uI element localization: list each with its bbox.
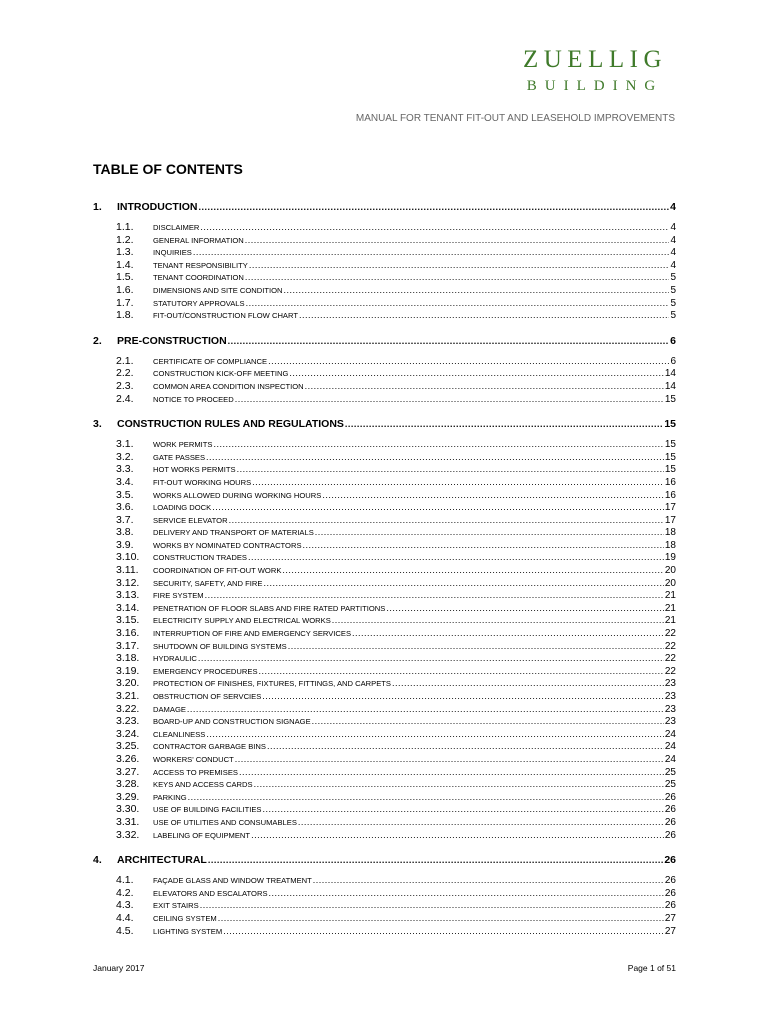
subsection-title: SERVICE ELEVATOR <box>153 515 228 525</box>
subsection-page: 4 <box>670 234 676 246</box>
subsection-title: BOARD-UP AND CONSTRUCTION SIGNAGE <box>153 717 311 727</box>
section-page: 15 <box>664 418 676 431</box>
subsection-number: 3.3. <box>116 463 134 476</box>
subsection-page: 22 <box>664 640 676 652</box>
subsection-number: 3.11. <box>116 564 139 577</box>
toc-subsection-entry[interactable] <box>93 309 676 322</box>
dot-leader <box>299 309 669 322</box>
subsection-title: USE OF UTILITIES AND CONSUMABLES <box>153 817 297 827</box>
section-title: PRE-CONSTRUCTION <box>117 334 227 347</box>
subsection-title: CEILING SYSTEM <box>153 913 217 923</box>
dot-leader <box>223 925 664 938</box>
subsection-title: FIT-OUT WORKING HOURS <box>153 477 252 487</box>
dot-leader <box>193 246 670 259</box>
subsection-title: GATE PASSES <box>153 452 206 462</box>
dot-leader <box>237 463 664 476</box>
section-page: 26 <box>664 854 676 867</box>
dot-leader <box>205 589 664 602</box>
zuellig-building-logo <box>515 46 675 96</box>
dot-leader <box>239 766 664 779</box>
toc-subsection-entry[interactable] <box>93 463 676 476</box>
subsection-title: COMMON AREA CONDITION INSPECTION <box>153 381 304 391</box>
toc-subsection-entry[interactable] <box>93 234 676 247</box>
dot-leader <box>252 476 664 489</box>
dot-leader <box>262 690 664 703</box>
subsection-page: 18 <box>664 539 676 551</box>
dot-leader <box>392 677 664 690</box>
subsection-page: 18 <box>664 527 676 539</box>
subsection-number: 3.16. <box>116 627 140 640</box>
dot-leader <box>248 551 664 564</box>
toc-subsection-list <box>93 355 676 405</box>
subsection-page: 4 <box>670 222 676 233</box>
subsection-page: 15 <box>664 451 676 463</box>
toc-subsection-entry[interactable] <box>93 677 676 690</box>
dot-leader <box>262 803 663 816</box>
dot-leader <box>206 728 664 741</box>
toc-subsection-entry[interactable] <box>93 899 676 912</box>
subsection-page: 22 <box>664 653 676 665</box>
subsection-number: 2.1. <box>116 354 134 367</box>
subsection-page: 14 <box>664 380 676 392</box>
toc-section-entry[interactable] <box>93 200 676 214</box>
subsection-page: 27 <box>664 925 676 937</box>
subsection-title: LABELING OF EQUIPMENT <box>153 830 251 840</box>
subsection-page: 5 <box>670 297 676 309</box>
subsection-title: FIT-OUT/CONSTRUCTION FLOW CHART <box>153 311 298 321</box>
subsection-number: 3.15. <box>116 614 140 627</box>
subsection-title: ACCESS TO PREMISES <box>153 767 238 777</box>
subsection-number: 3.5. <box>116 488 134 501</box>
dot-leader <box>199 200 670 214</box>
dot-leader <box>200 221 669 234</box>
section-number: 1. <box>93 201 102 213</box>
subsection-title: PENETRATION OF FLOOR SLABS AND FIRE RATED PARTITIONS <box>153 603 386 613</box>
subsection-number: 4.5. <box>116 924 134 937</box>
logo-line-2: BUILDING <box>526 78 664 94</box>
toc-subsection-list <box>93 221 676 322</box>
toc-subsection-entry[interactable] <box>93 803 676 816</box>
dot-leader <box>303 539 664 552</box>
subsection-number: 3.9. <box>116 538 134 551</box>
subsection-page: 24 <box>664 753 676 765</box>
section-title: CONSTRUCTION RULES AND REGULATIONS <box>117 418 344 431</box>
dot-leader <box>208 853 663 867</box>
dot-leader <box>259 665 664 678</box>
subsection-page: 20 <box>664 565 676 577</box>
dot-leader <box>251 829 664 842</box>
dot-leader <box>249 259 670 272</box>
subsection-title: WORK PERMITS <box>153 440 213 450</box>
toc-subsection-entry[interactable] <box>93 577 676 590</box>
subsection-title: CERTIFICATE OF COMPLIANCE <box>153 356 268 366</box>
subsection-number: 3.1. <box>116 438 134 451</box>
subsection-title: CONTRACTOR GARBAGE BINS <box>153 742 266 752</box>
subsection-number: 3.22. <box>116 702 140 715</box>
dot-leader <box>282 564 663 577</box>
subsection-page: 5 <box>670 272 676 284</box>
subsection-page: 16 <box>664 489 676 501</box>
dot-leader <box>284 284 670 297</box>
subsection-page: 26 <box>664 804 676 816</box>
dot-leader <box>187 703 664 716</box>
dot-leader <box>229 514 664 527</box>
subsection-number: 1.5. <box>116 271 134 284</box>
subsection-page: 23 <box>664 703 676 715</box>
document-subtitle: MANUAL FOR TENANT FIT-OUT AND LEASEHOLD IMPROVEMENTS <box>355 113 675 124</box>
subsection-number: 4.1. <box>116 874 134 887</box>
dot-leader <box>288 640 664 653</box>
subsection-page: 23 <box>664 678 676 690</box>
toc-subsection-list <box>93 874 676 937</box>
dot-leader <box>212 501 664 514</box>
subsection-number: 1.6. <box>116 283 134 296</box>
dot-leader <box>198 652 664 665</box>
subsection-page: 16 <box>664 476 676 488</box>
subsection-title: USE OF BUILDING FACILITIES <box>153 805 262 815</box>
toc-subsection-entry[interactable] <box>93 778 676 791</box>
toc-subsection-entry[interactable] <box>93 489 676 502</box>
subsection-number: 3.12. <box>116 576 140 589</box>
subsection-number: 3.29. <box>116 790 140 803</box>
toc-subsection-entry[interactable] <box>93 380 676 393</box>
dot-leader <box>246 297 670 310</box>
subsection-title: DISCLAIMER <box>153 223 200 232</box>
toc-subsection-entry[interactable] <box>93 271 676 284</box>
toc-subsection-entry[interactable] <box>93 753 676 766</box>
subsection-page: 15 <box>664 439 676 451</box>
subsection-number: 4.2. <box>116 886 134 899</box>
dot-leader <box>245 234 670 247</box>
subsection-number: 1.4. <box>116 258 134 271</box>
subsection-number: 3.20. <box>116 677 140 690</box>
toc-subsection-entry[interactable] <box>93 715 676 728</box>
subsection-page: 25 <box>664 779 676 791</box>
toc-subsection-entry[interactable] <box>93 284 676 297</box>
dot-leader <box>313 874 664 887</box>
subsection-number: 3.2. <box>116 450 134 463</box>
subsection-page: 26 <box>664 900 676 912</box>
subsection-title: CONSTRUCTION KICK-OFF MEETING <box>153 369 289 379</box>
subsection-number: 3.6. <box>116 501 134 514</box>
subsection-page: 26 <box>664 816 676 828</box>
subsection-page: 21 <box>664 602 676 614</box>
subsection-title: EXIT STAIRS <box>153 901 199 911</box>
toc-section-entry[interactable] <box>93 334 676 348</box>
subsection-number: 3.32. <box>116 828 140 841</box>
toc-subsection-entry[interactable] <box>93 501 676 514</box>
subsection-title: DELIVERY AND TRANSPORT OF MATERIALS <box>153 528 314 538</box>
toc-subsection-entry[interactable] <box>93 740 676 753</box>
subsection-page: 5 <box>670 284 676 296</box>
dot-leader <box>188 791 664 804</box>
subsection-number: 4.4. <box>116 911 134 924</box>
dot-leader <box>254 778 664 791</box>
dot-leader <box>218 912 664 925</box>
section-title: INTRODUCTION <box>117 201 198 213</box>
subsection-title: KEYS AND ACCESS CARDS <box>153 780 253 790</box>
subsection-page: 4 <box>670 259 676 271</box>
footer-date: January 2017 <box>93 963 145 973</box>
toc-subsection-entry[interactable] <box>93 259 676 272</box>
toc-subsection-entry[interactable] <box>93 690 676 703</box>
subsection-page: 22 <box>664 665 676 677</box>
subsection-number: 3.19. <box>116 664 140 677</box>
subsection-page: 23 <box>664 691 676 702</box>
subsection-number: 2.3. <box>116 379 134 392</box>
subsection-title: STATUTORY APPROVALS <box>153 298 245 308</box>
toc-subsection-entry[interactable] <box>93 602 676 615</box>
section-page: 4 <box>670 201 676 213</box>
subsection-page: 20 <box>664 577 676 589</box>
toc-subsection-entry[interactable] <box>93 874 676 887</box>
subsection-page: 6 <box>670 355 676 367</box>
subsection-title: ELEVATORS AND ESCALATORS <box>153 888 268 898</box>
footer-page-number: Page 1 of 51 <box>627 963 676 973</box>
subsection-number: 3.27. <box>116 765 140 778</box>
toc-subsection-entry[interactable] <box>93 564 676 577</box>
dot-leader <box>235 393 664 406</box>
subsection-number: 3.17. <box>116 639 140 652</box>
toc-subsection-entry[interactable] <box>93 551 676 564</box>
toc-subsection-entry[interactable] <box>93 640 676 653</box>
toc-subsection-entry[interactable] <box>93 912 676 925</box>
subsection-page: 17 <box>664 502 676 514</box>
subsection-number: 1.8. <box>116 309 134 322</box>
toc-subsection-list <box>93 438 676 841</box>
toc-subsection-entry[interactable] <box>93 703 676 716</box>
toc-subsection-entry[interactable] <box>93 766 676 779</box>
subsection-page: 22 <box>664 628 676 640</box>
toc-subsection-entry[interactable] <box>93 297 676 310</box>
subsection-title: DIMENSIONS AND SITE CONDITION <box>153 285 283 295</box>
section-title: ARCHITECTURAL <box>117 854 207 867</box>
subsection-page: 4 <box>670 247 676 259</box>
subsection-number: 3.23. <box>116 715 140 728</box>
subsection-number: 2.4. <box>116 392 134 405</box>
toc-subsection-entry[interactable] <box>93 627 676 640</box>
dot-leader <box>345 417 663 431</box>
subsection-number: 1.2. <box>116 233 134 246</box>
subsection-page: 15 <box>664 464 676 476</box>
subsection-title: CLEANLINESS <box>153 729 206 739</box>
subsection-title: LOADING DOCK <box>153 503 212 513</box>
section-number: 4. <box>93 854 102 867</box>
subsection-number: 3.21. <box>116 690 140 702</box>
subsection-page: 23 <box>664 716 676 728</box>
toc-subsection-entry[interactable] <box>93 355 676 368</box>
dot-leader <box>298 816 664 829</box>
subsection-title: INTERRUPTION OF FIRE AND EMERGENCY SERVICES <box>153 629 352 639</box>
dot-leader <box>214 438 664 451</box>
toc-subsection-entry[interactable] <box>93 816 676 829</box>
toc-subsection-entry[interactable] <box>93 526 676 539</box>
dot-leader <box>315 526 664 539</box>
subsection-title: COORDINATION OF FIT-OUT WORK <box>153 566 282 576</box>
subsection-number: 4.3. <box>116 899 134 912</box>
subsection-title: DAMAGE <box>153 704 186 714</box>
toc-heading: TABLE OF CONTENTS <box>93 161 243 177</box>
subsection-title: LIGHTING SYSTEM <box>153 926 223 936</box>
subsection-page: 19 <box>664 552 676 564</box>
subsection-number: 3.26. <box>116 752 140 765</box>
dot-leader <box>289 367 663 380</box>
subsection-title: NOTICE TO PROCEED <box>153 394 234 404</box>
toc-subsection-entry[interactable] <box>93 589 676 602</box>
subsection-number: 1.7. <box>116 296 134 309</box>
subsection-title: HYDRAULIC <box>153 654 197 664</box>
subsection-number: 2.2. <box>116 367 134 380</box>
toc-section-entry[interactable] <box>93 853 676 867</box>
subsection-number: 3.24. <box>116 727 140 740</box>
subsection-title: PROTECTION OF FINISHES, FIXTURES, FITTINGS, AND CARPETS <box>153 679 391 689</box>
subsection-page: 14 <box>664 368 676 380</box>
toc-subsection-entry[interactable] <box>93 614 676 627</box>
subsection-page: 26 <box>664 887 676 899</box>
subsection-title: GENERAL INFORMATION <box>153 235 244 245</box>
dot-leader <box>305 380 664 393</box>
toc-subsection-entry[interactable] <box>93 246 676 259</box>
toc-section-entry[interactable] <box>93 417 676 431</box>
subsection-number: 3.13. <box>116 589 140 602</box>
subsection-number: 1.1. <box>116 221 134 233</box>
subsection-title: SHUTDOWN OF BUILDING SYSTEMS <box>153 641 287 651</box>
subsection-title: TENANT RESPONSIBILITY <box>153 260 248 270</box>
subsection-number: 1.3. <box>116 246 134 259</box>
subsection-page: 25 <box>664 766 676 778</box>
subsection-page: 17 <box>664 514 676 526</box>
toc-subsection-entry[interactable] <box>93 652 676 665</box>
toc-subsection-entry[interactable] <box>93 367 676 380</box>
toc-subsection-entry[interactable] <box>93 221 676 234</box>
subsection-title: INQUIRIES <box>153 248 192 258</box>
subsection-page: 24 <box>664 728 676 740</box>
subsection-title: SECURITY, SAFETY, AND FIRE <box>153 578 263 588</box>
dot-leader <box>386 602 664 615</box>
subsection-title: HOT WORKS PERMITS <box>153 465 236 475</box>
subsection-title: CONSTRUCTION TRADES <box>153 553 247 563</box>
subsection-page: 24 <box>664 741 676 753</box>
subsection-number: 3.25. <box>116 740 140 753</box>
subsection-title: FIRE SYSTEM <box>153 591 204 601</box>
dot-leader <box>206 451 664 464</box>
toc-subsection-entry[interactable] <box>93 829 676 842</box>
subsection-number: 3.30. <box>116 803 140 816</box>
dot-leader <box>322 489 664 502</box>
dot-leader <box>352 627 664 640</box>
toc-subsection-entry[interactable] <box>93 476 676 489</box>
dot-leader <box>228 334 669 348</box>
subsection-page: 21 <box>664 590 676 602</box>
section-page: 6 <box>670 334 676 347</box>
dot-leader <box>332 614 664 627</box>
subsection-title: FAÇADE GLASS AND WINDOW TREATMENT <box>153 876 312 886</box>
subsection-title: WORKS ALLOWED DURING WORKING HOURS <box>153 490 322 500</box>
toc-subsection-entry[interactable] <box>93 887 676 900</box>
subsection-number: 3.8. <box>116 526 134 539</box>
subsection-number: 3.31. <box>116 815 140 828</box>
subsection-page: 5 <box>670 310 676 322</box>
dot-leader <box>200 899 664 912</box>
toc-subsection-entry[interactable] <box>93 791 676 804</box>
toc-subsection-entry[interactable] <box>93 925 676 938</box>
subsection-number: 3.18. <box>116 652 140 665</box>
dot-leader <box>245 271 670 284</box>
page-footer <box>93 963 676 973</box>
subsection-page: 26 <box>664 875 676 887</box>
subsection-title: PARKING <box>153 792 187 802</box>
subsection-number: 3.14. <box>116 601 140 614</box>
dot-leader <box>263 577 663 590</box>
subsection-number: 3.4. <box>116 475 134 488</box>
toc-subsection-entry[interactable] <box>93 728 676 741</box>
toc-subsection-entry[interactable] <box>93 539 676 552</box>
subsection-number: 3.28. <box>116 778 140 791</box>
toc-subsection-entry[interactable] <box>93 665 676 678</box>
subsection-title: TENANT COORDINATION <box>153 273 244 283</box>
dot-leader <box>268 355 669 368</box>
subsection-title: ELECTRICITY SUPPLY AND ELECTRICAL WORKS <box>153 616 331 626</box>
toc-subsection-entry[interactable] <box>93 514 676 527</box>
subsection-number: 3.10. <box>116 551 140 564</box>
dot-leader <box>267 740 664 753</box>
logo-line-1: ZUELLIG <box>522 46 668 73</box>
subsection-title: WORKERS' CONDUCT <box>153 754 234 764</box>
subsection-page: 15 <box>664 393 676 405</box>
dot-leader <box>235 753 664 766</box>
dot-leader <box>312 715 664 728</box>
toc-subsection-entry[interactable] <box>93 438 676 451</box>
table-of-contents <box>93 200 676 937</box>
subsection-page: 27 <box>664 912 676 924</box>
subsection-page: 26 <box>664 791 676 803</box>
subsection-title: OBSTRUCTION OF SERVCIES <box>153 692 262 701</box>
section-number: 3. <box>93 418 102 431</box>
toc-subsection-entry[interactable] <box>93 393 676 406</box>
subsection-page: 21 <box>664 615 676 627</box>
subsection-title: WORKS BY NOMINATED CONTRACTORS <box>153 540 302 550</box>
dot-leader <box>269 887 664 900</box>
subsection-number: 3.7. <box>116 513 134 526</box>
subsection-title: EMERGENCY PROCEDURES <box>153 666 258 676</box>
subsection-page: 26 <box>664 829 676 841</box>
section-number: 2. <box>93 334 102 347</box>
toc-subsection-entry[interactable] <box>93 451 676 464</box>
